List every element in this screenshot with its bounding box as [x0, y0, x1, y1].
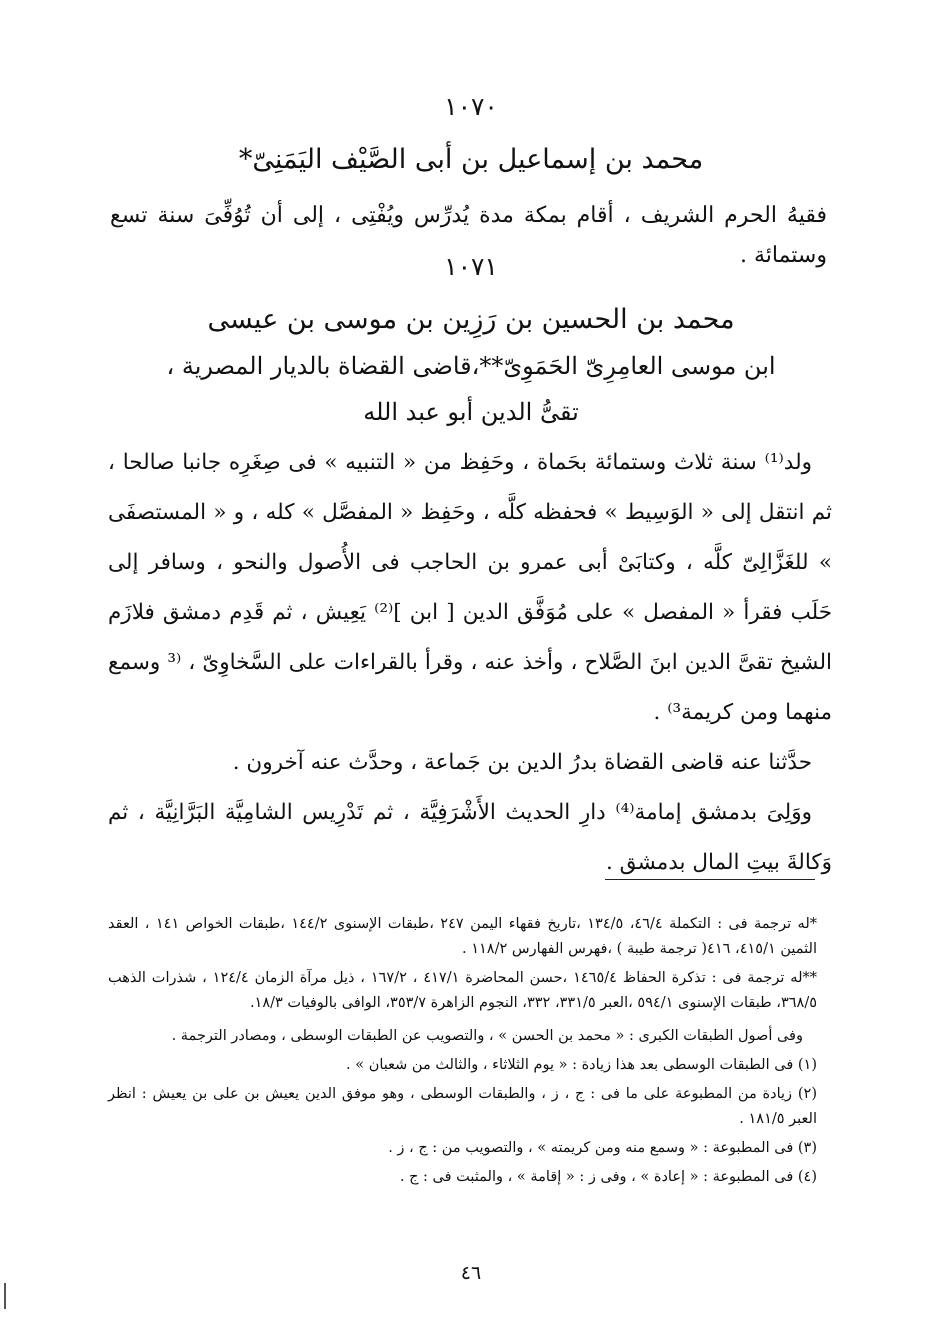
- entry-number-1071: ١٠٧١: [444, 252, 498, 281]
- entry-title-1070: محمد بن إسماعيل بن أبى الصَّيْف اليَمَنِىّ*: [238, 144, 704, 175]
- body-paragraph-3: ووَلِىَ بدمشق إمامة⁽⁴⁾ دارِ الحديث الأَشْرَفِيَّة ، ثم تَدْرِيس الشامِيَّة البَرَّانِيَّة ، ثم وَكالةَ بيتِ المال بدمشق .: [108, 800, 832, 875]
- entry-text-1070: فقيهُ الحرم الشريف ، أقام بمكة مدة يُدرِّس ويُفْتِى ، إلى أن تُوُفِّىَ سنة تسع وستمائة .: [110, 203, 827, 268]
- footnote-star: *له ترجمة فى : التكملة ٤٦/٤، ١٣٤/٥ ،تاريخ فقهاء اليمن ٢٤٧ ،طبقات الإسنوى ١٤٤/٢ ،طبقات الخواص ١٤١ ، العقد الثمين ٤١٥/١، ٤١٦( ترجمة طيبة ) ،فهرس الفهارس ١١٨/٢ .: [108, 916, 817, 957]
- entry-body-1071: [108, 438, 832, 888]
- footnote-3: (٣) فى المطبوعة : « وسمع منه ومن كريمته » ، والتصويب من : ج ، ز .: [388, 1140, 817, 1156]
- footnote-1: (١) فى الطبقات الوسطى بعد هذا زيادة : « يوم الثلاثاء ، والثالث من شعبان » .: [346, 1057, 817, 1073]
- footnote-intro: وفى أصول الطبقات الكبرى : « محمد بن الحسن » ، والتصويب عن الطبقات الوسطى ، ومصادر الترجمة .: [171, 1028, 803, 1044]
- entry-title-1071-line-3: تقىُّ الدين أبو عبد الله: [363, 398, 579, 426]
- entry-title-1071-line-2: ابن موسى العامِرِىّ الحَمَوِىّ**،قاضى القضاة بالديار المصرية ،: [166, 352, 776, 380]
- footnote-2: (٢) زيادة من المطبوعة على ما فى : ج ، ز ، والطبقات الوسطى ، وهو موفق الدين يعيش بن على بن يعيش : انظر العبر ١٨١/٥ .: [108, 1086, 817, 1127]
- page-number: ٤٦: [460, 1262, 482, 1284]
- body-paragraph-2: حدَّثنا عنه قاضى القضاة بدرُ الدين بن جَماعة ، وحدَّث عنه آخرون .: [232, 750, 812, 775]
- footnote-4: (٤) فى المطبوعة : « إعادة » ، وفى ز : « إقامة » ، والمثبت فى : ج .: [399, 1169, 817, 1185]
- footnote-double-star: **له ترجمة فى : تذكرة الحفاظ ١٤٦٥/٤ ،حسن المحاضرة ٤١٧/١ ، ١٦٧/٢ ، ذيل مرآة الزمان ١٢٤/٤ ، شذرات الذهب ٣٦٨/٥، طبقات الإسنوى ٥٩٤/١ ،العبر ٣٣١/٥، ٣٣٢، النجوم الزاهرة ٣٥٣/٧، الوافى بالوفيات ١٨/٣.: [108, 970, 817, 1011]
- body-paragraph-1: ولد⁽¹⁾ سنة ثلاث وستمائة بحَماة ، وحَفِظ من « التنبيه » فى صِغَرِه جانبا صالحا ، ثم انتقل إلى « الوَسِيط » فحفظه كلَّه ، وحَفِظ « المفصَّل » كله ، و « المستصفَى » للغَزَّالِىّ كلَّه ، وكتابَىْ أبى عمرو بن الحاجب فى الأُصول والنحو ، وسافر إلى حَلَب فقرأ « المفصل » على مُوَفَّق الدين [ ابن ]⁽²⁾ يَعِيش ، ثم قَدِم دمشق فلازَم الشيخ تقىَّ الدين ابنَ الصَّلاح ، وأخذ عنه ، وقرأ بالقراءات على السَّخاوِىّ ، ⁽³ وسمع منهما ومن كريمة³⁾ .: [108, 450, 833, 725]
- entry-number-1070: ١٠٧٠: [444, 92, 498, 121]
- footnote-separator: [605, 879, 815, 880]
- footnotes: [108, 912, 817, 1194]
- entry-title-1071-line-1: محمد بن الحسين بن رَزِين بن موسى بن عيسى: [207, 304, 735, 335]
- scan-edge-mark: [4, 1283, 6, 1309]
